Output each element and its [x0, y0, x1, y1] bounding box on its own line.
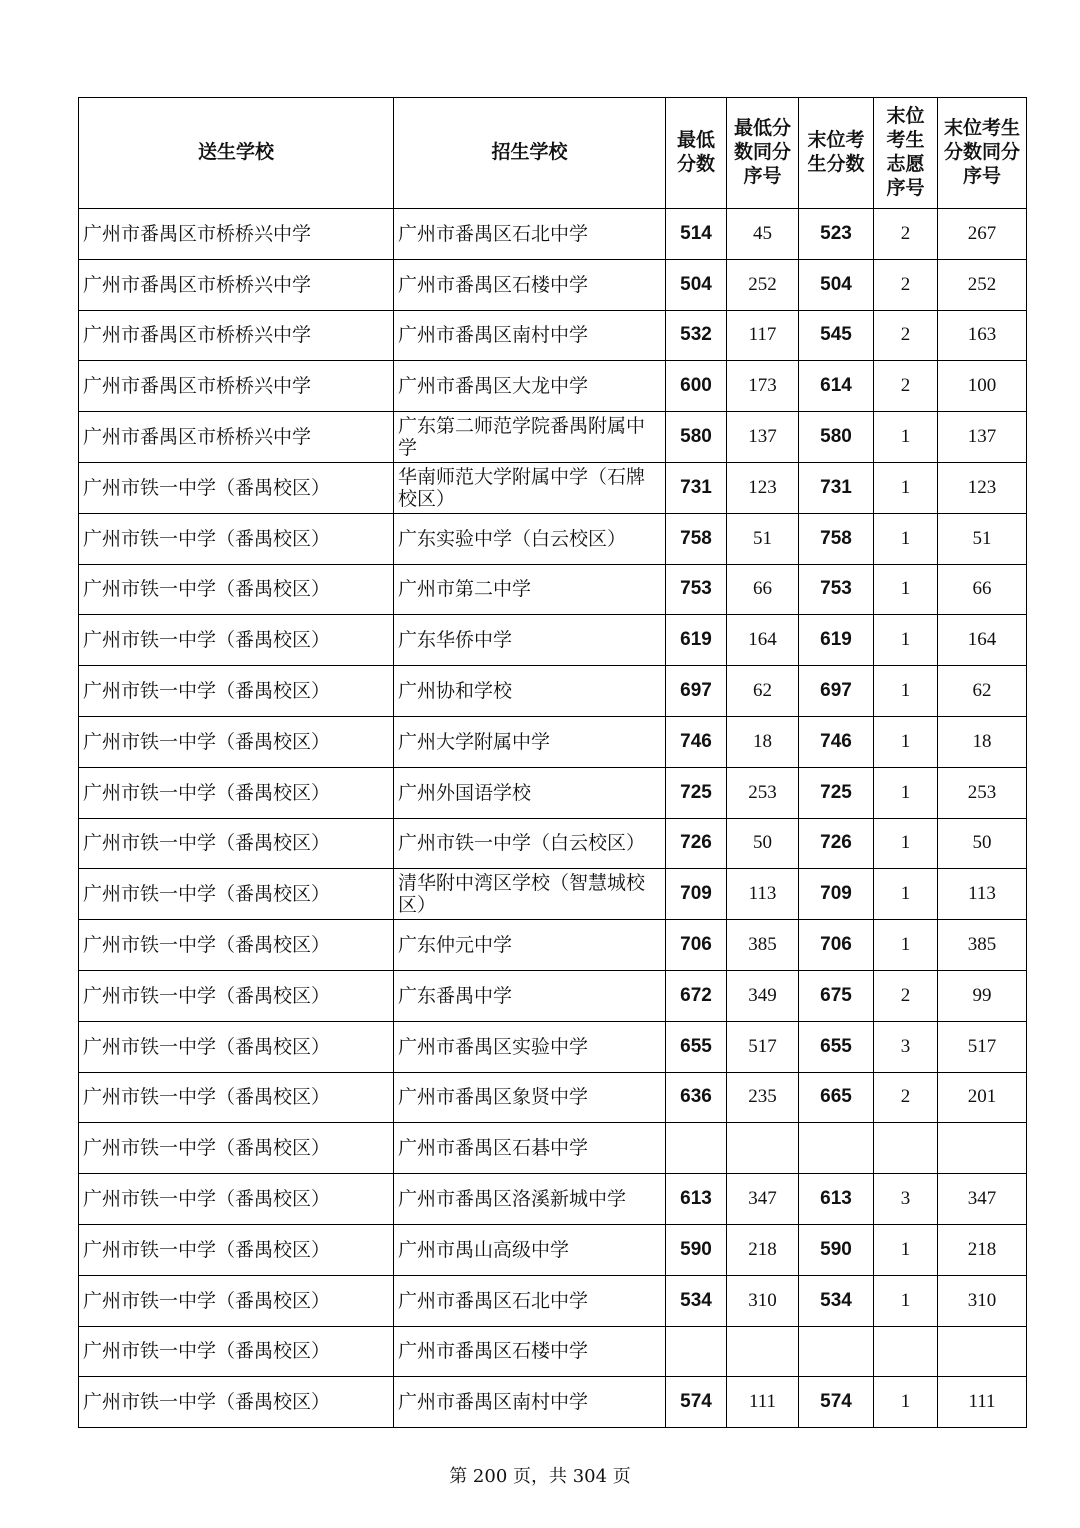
last-score-rank-cell: 100 [938, 361, 1027, 412]
sending-school-cell: 广州市铁一中学（番禺校区） [79, 462, 394, 513]
table-row [79, 1275, 1027, 1326]
min-score-cell: 619 [666, 615, 727, 666]
table-body [79, 209, 1027, 1428]
admitting-school-cell: 华南师范大学附属中学（石牌校区） [394, 462, 666, 513]
last-score-cell: 534 [799, 1275, 874, 1326]
admitting-school-cell: 广州市第二中学 [394, 564, 666, 615]
sending-school-cell: 广州市铁一中学（番禺校区） [79, 1224, 394, 1275]
admission-score-table [78, 97, 1027, 1428]
last-choice-order-cell: 1 [874, 1224, 938, 1275]
admitting-school-cell: 广东番禺中学 [394, 970, 666, 1021]
min-score-cell: 580 [666, 412, 727, 463]
min-score-cell: 504 [666, 259, 727, 310]
last-score-rank-cell: 62 [938, 666, 1027, 717]
min-score-cell: 725 [666, 767, 727, 818]
table-row [79, 767, 1027, 818]
admitting-school-cell: 广州市番禺区南村中学 [394, 310, 666, 361]
last-score-rank-cell: 123 [938, 462, 1027, 513]
last-score-cell: 709 [799, 869, 874, 920]
table-row [79, 666, 1027, 717]
sending-school-cell: 广州市铁一中学（番禺校区） [79, 970, 394, 1021]
min-score-rank-cell: 349 [727, 970, 799, 1021]
min-score-rank-cell: 117 [727, 310, 799, 361]
min-score-cell: 726 [666, 818, 727, 869]
last-score-rank-cell: 517 [938, 1021, 1027, 1072]
table-row [79, 310, 1027, 361]
min-score-rank-cell: 113 [727, 869, 799, 920]
admitting-school-cell: 广州市铁一中学（白云校区） [394, 818, 666, 869]
last-score-rank-cell: 50 [938, 818, 1027, 869]
sending-school-cell: 广州市铁一中学（番禺校区） [79, 1275, 394, 1326]
last-choice-order-cell: 2 [874, 310, 938, 361]
min-score-rank-cell: 218 [727, 1224, 799, 1275]
table-row [79, 1174, 1027, 1225]
table-row [79, 259, 1027, 310]
min-score-rank-cell: 252 [727, 259, 799, 310]
last-choice-order-cell: 1 [874, 564, 938, 615]
last-choice-order-cell: 1 [874, 412, 938, 463]
min-score-cell: 758 [666, 513, 727, 564]
sending-school-cell: 广州市铁一中学（番禺校区） [79, 869, 394, 920]
header-min-score-rank: 最低分 数同分 序号 [727, 98, 799, 209]
min-score-cell: 731 [666, 462, 727, 513]
min-score-rank-cell: 45 [727, 209, 799, 260]
last-score-rank-cell [938, 1326, 1027, 1377]
table-row [79, 209, 1027, 260]
min-score-rank-cell: 123 [727, 462, 799, 513]
last-choice-order-cell: 3 [874, 1021, 938, 1072]
sending-school-cell: 广州市铁一中学（番禺校区） [79, 666, 394, 717]
sending-school-cell: 广州市番禺区市桥桥兴中学 [79, 310, 394, 361]
last-choice-order-cell: 2 [874, 209, 938, 260]
table-row [79, 1072, 1027, 1123]
header-last-score: 末位考 生分数 [799, 98, 874, 209]
min-score-cell [666, 1326, 727, 1377]
min-score-cell [666, 1123, 727, 1174]
min-score-rank-cell: 50 [727, 818, 799, 869]
table-row [79, 412, 1027, 463]
min-score-cell: 600 [666, 361, 727, 412]
last-score-rank-cell: 267 [938, 209, 1027, 260]
header-min-score: 最低 分数 [666, 98, 727, 209]
last-score-cell: 675 [799, 970, 874, 1021]
header-row [79, 98, 1027, 209]
last-score-rank-cell [938, 1123, 1027, 1174]
min-score-rank-cell [727, 1326, 799, 1377]
sending-school-cell: 广州市番禺区市桥桥兴中学 [79, 412, 394, 463]
last-score-rank-cell: 201 [938, 1072, 1027, 1123]
last-score-rank-cell: 253 [938, 767, 1027, 818]
table-row [79, 869, 1027, 920]
sending-school-cell: 广州市铁一中学（番禺校区） [79, 1123, 394, 1174]
header-last-choice-order: 末位 考生 志愿 序号 [874, 98, 938, 209]
min-score-rank-cell: 111 [727, 1377, 799, 1428]
min-score-cell: 532 [666, 310, 727, 361]
last-score-rank-cell: 66 [938, 564, 1027, 615]
admitting-school-cell: 广州市番禺区石碁中学 [394, 1123, 666, 1174]
last-choice-order-cell: 1 [874, 666, 938, 717]
admitting-school-cell: 广州市番禺区南村中学 [394, 1377, 666, 1428]
table-header [79, 98, 1027, 209]
admission-table-container [78, 97, 1027, 1428]
min-score-rank-cell: 164 [727, 615, 799, 666]
sending-school-cell: 广州市铁一中学（番禺校区） [79, 615, 394, 666]
last-score-rank-cell: 164 [938, 615, 1027, 666]
admitting-school-cell: 广州市番禺区大龙中学 [394, 361, 666, 412]
last-choice-order-cell: 1 [874, 615, 938, 666]
last-choice-order-cell: 2 [874, 361, 938, 412]
sending-school-cell: 广州市番禺区市桥桥兴中学 [79, 209, 394, 260]
last-score-cell: 706 [799, 920, 874, 971]
min-score-cell: 697 [666, 666, 727, 717]
last-score-rank-cell: 218 [938, 1224, 1027, 1275]
sending-school-cell: 广州市铁一中学（番禺校区） [79, 564, 394, 615]
header-admitting-school: 招生学校 [394, 98, 666, 209]
last-choice-order-cell: 1 [874, 767, 938, 818]
table-row [79, 1326, 1027, 1377]
min-score-cell: 514 [666, 209, 727, 260]
table-row [79, 513, 1027, 564]
table-row [79, 564, 1027, 615]
admitting-school-cell: 清华附中湾区学校（智慧城校区） [394, 869, 666, 920]
last-choice-order-cell: 1 [874, 869, 938, 920]
sending-school-cell: 广州市铁一中学（番禺校区） [79, 767, 394, 818]
last-choice-order-cell: 1 [874, 920, 938, 971]
admitting-school-cell: 广州市番禺区石北中学 [394, 209, 666, 260]
last-score-rank-cell: 347 [938, 1174, 1027, 1225]
last-choice-order-cell: 1 [874, 818, 938, 869]
last-score-rank-cell: 310 [938, 1275, 1027, 1326]
page-footer: 第 200 页，共 304 页 [449, 1466, 631, 1487]
sending-school-cell: 广州市铁一中学（番禺校区） [79, 1174, 394, 1225]
last-score-cell: 753 [799, 564, 874, 615]
table-row [79, 1377, 1027, 1428]
table-row [79, 1021, 1027, 1072]
min-score-rank-cell: 62 [727, 666, 799, 717]
last-score-rank-cell: 252 [938, 259, 1027, 310]
last-score-rank-cell: 163 [938, 310, 1027, 361]
table-row [79, 920, 1027, 971]
min-score-cell: 746 [666, 716, 727, 767]
min-score-cell: 636 [666, 1072, 727, 1123]
min-score-cell: 534 [666, 1275, 727, 1326]
min-score-rank-cell: 66 [727, 564, 799, 615]
table-row [79, 716, 1027, 767]
table-row [79, 462, 1027, 513]
admitting-school-cell: 广东华侨中学 [394, 615, 666, 666]
last-score-cell: 614 [799, 361, 874, 412]
last-score-rank-cell: 111 [938, 1377, 1027, 1428]
min-score-rank-cell: 253 [727, 767, 799, 818]
last-choice-order-cell: 1 [874, 1377, 938, 1428]
min-score-cell: 672 [666, 970, 727, 1021]
last-choice-order-cell: 1 [874, 513, 938, 564]
last-score-cell: 613 [799, 1174, 874, 1225]
sending-school-cell: 广州市番禺区市桥桥兴中学 [79, 259, 394, 310]
table-row [79, 1123, 1027, 1174]
table-row [79, 615, 1027, 666]
admitting-school-cell: 广州大学附属中学 [394, 716, 666, 767]
last-score-rank-cell: 99 [938, 970, 1027, 1021]
last-score-cell: 725 [799, 767, 874, 818]
min-score-cell: 753 [666, 564, 727, 615]
table-row [79, 818, 1027, 869]
min-score-rank-cell: 310 [727, 1275, 799, 1326]
min-score-rank-cell: 137 [727, 412, 799, 463]
last-score-rank-cell: 18 [938, 716, 1027, 767]
sending-school-cell: 广州市铁一中学（番禺校区） [79, 920, 394, 971]
min-score-rank-cell: 385 [727, 920, 799, 971]
last-score-cell: 665 [799, 1072, 874, 1123]
header-sending-school: 送生学校 [79, 98, 394, 209]
min-score-cell: 706 [666, 920, 727, 971]
min-score-cell: 709 [666, 869, 727, 920]
last-score-cell: 731 [799, 462, 874, 513]
sending-school-cell: 广州市铁一中学（番禺校区） [79, 1021, 394, 1072]
last-score-cell [799, 1123, 874, 1174]
admitting-school-cell: 广州市番禺区洛溪新城中学 [394, 1174, 666, 1225]
last-score-cell: 580 [799, 412, 874, 463]
min-score-cell: 655 [666, 1021, 727, 1072]
header-last-score-rank: 末位考生 分数同分 序号 [938, 98, 1027, 209]
sending-school-cell: 广州市铁一中学（番禺校区） [79, 716, 394, 767]
min-score-cell: 574 [666, 1377, 727, 1428]
last-score-cell [799, 1326, 874, 1377]
admitting-school-cell: 广州市番禺区实验中学 [394, 1021, 666, 1072]
last-choice-order-cell: 2 [874, 259, 938, 310]
last-score-cell: 619 [799, 615, 874, 666]
admitting-school-cell: 广州协和学校 [394, 666, 666, 717]
last-score-cell: 574 [799, 1377, 874, 1428]
last-choice-order-cell: 3 [874, 1174, 938, 1225]
admitting-school-cell: 广州市番禺区象贤中学 [394, 1072, 666, 1123]
last-score-cell: 758 [799, 513, 874, 564]
last-choice-order-cell: 1 [874, 462, 938, 513]
table-row [79, 970, 1027, 1021]
admitting-school-cell: 广州市禺山高级中学 [394, 1224, 666, 1275]
admitting-school-cell: 广东仲元中学 [394, 920, 666, 971]
sending-school-cell: 广州市铁一中学（番禺校区） [79, 1326, 394, 1377]
admitting-school-cell: 广州外国语学校 [394, 767, 666, 818]
last-score-cell: 697 [799, 666, 874, 717]
last-score-cell: 726 [799, 818, 874, 869]
admitting-school-cell: 广州市番禺区石楼中学 [394, 259, 666, 310]
last-score-rank-cell: 385 [938, 920, 1027, 971]
last-score-cell: 746 [799, 716, 874, 767]
last-choice-order-cell: 2 [874, 1072, 938, 1123]
table-row [79, 1224, 1027, 1275]
last-choice-order-cell [874, 1326, 938, 1377]
min-score-rank-cell: 235 [727, 1072, 799, 1123]
sending-school-cell: 广州市铁一中学（番禺校区） [79, 818, 394, 869]
min-score-rank-cell: 51 [727, 513, 799, 564]
sending-school-cell: 广州市铁一中学（番禺校区） [79, 513, 394, 564]
last-score-cell: 590 [799, 1224, 874, 1275]
admitting-school-cell: 广州市番禺区石北中学 [394, 1275, 666, 1326]
sending-school-cell: 广州市铁一中学（番禺校区） [79, 1377, 394, 1428]
min-score-rank-cell: 347 [727, 1174, 799, 1225]
table-row [79, 361, 1027, 412]
admitting-school-cell: 广州市番禺区石楼中学 [394, 1326, 666, 1377]
min-score-rank-cell: 18 [727, 716, 799, 767]
admitting-school-cell: 广东实验中学（白云校区） [394, 513, 666, 564]
min-score-rank-cell: 517 [727, 1021, 799, 1072]
admitting-school-cell: 广东第二师范学院番禺附属中学 [394, 412, 666, 463]
sending-school-cell: 广州市番禺区市桥桥兴中学 [79, 361, 394, 412]
last-score-cell: 655 [799, 1021, 874, 1072]
sending-school-cell: 广州市铁一中学（番禺校区） [79, 1072, 394, 1123]
last-choice-order-cell [874, 1123, 938, 1174]
min-score-rank-cell [727, 1123, 799, 1174]
last-choice-order-cell: 1 [874, 1275, 938, 1326]
last-choice-order-cell: 1 [874, 716, 938, 767]
last-score-cell: 545 [799, 310, 874, 361]
last-score-rank-cell: 51 [938, 513, 1027, 564]
last-score-rank-cell: 113 [938, 869, 1027, 920]
last-score-rank-cell: 137 [938, 412, 1027, 463]
min-score-rank-cell: 173 [727, 361, 799, 412]
min-score-cell: 613 [666, 1174, 727, 1225]
last-score-cell: 523 [799, 209, 874, 260]
last-score-cell: 504 [799, 259, 874, 310]
last-choice-order-cell: 2 [874, 970, 938, 1021]
min-score-cell: 590 [666, 1224, 727, 1275]
